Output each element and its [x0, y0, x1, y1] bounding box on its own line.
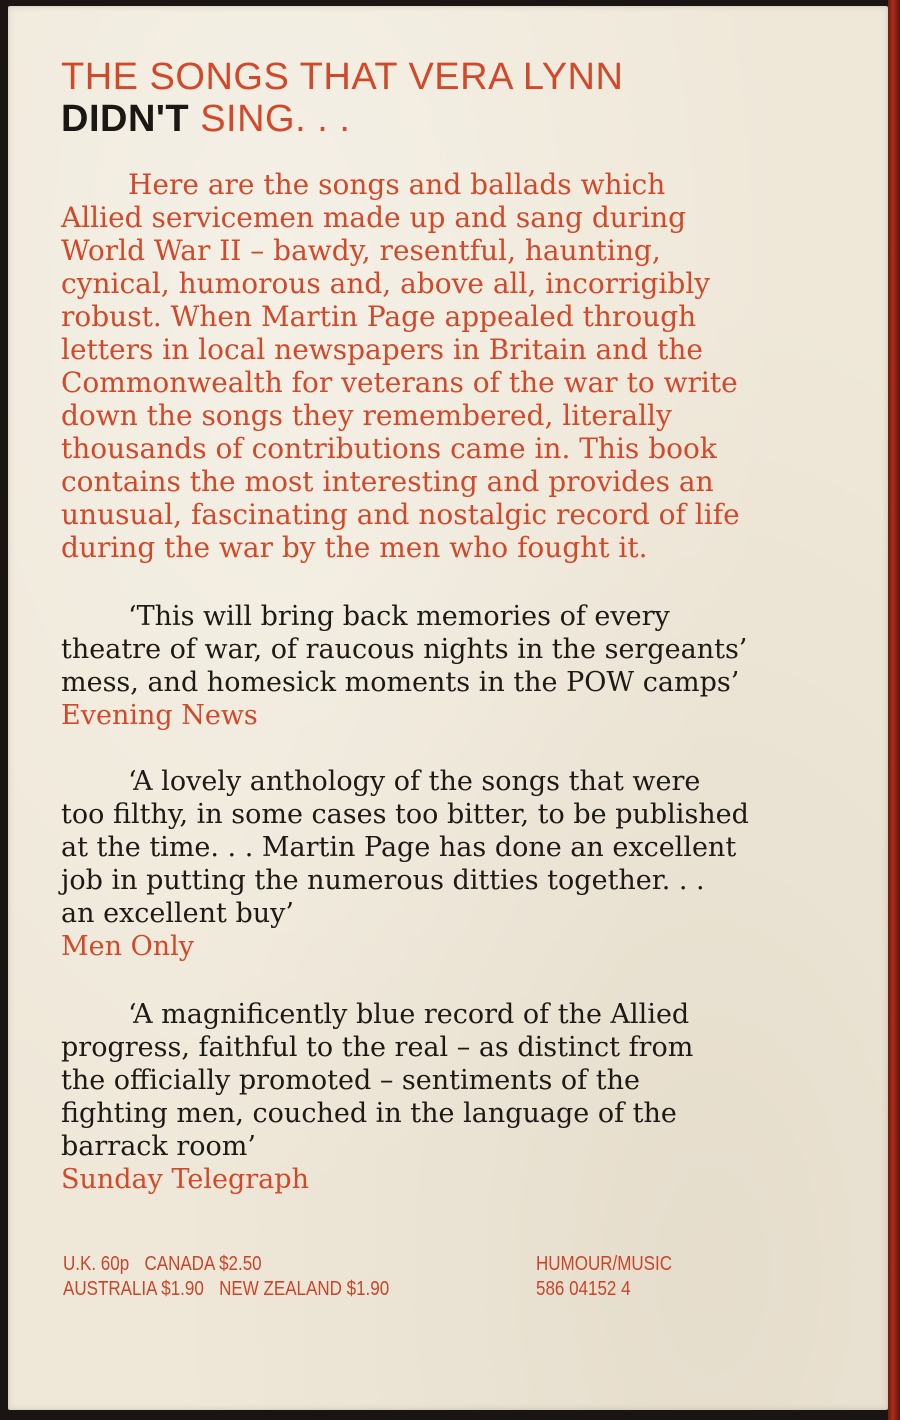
- review-line: theatre of war, of raucous nights in the sergeants’: [61, 634, 748, 665]
- blurb-line: contains the most interesting and provides an: [61, 465, 714, 498]
- heading-rest: SING. . .: [200, 98, 351, 140]
- review-line: ‘A lovely anthology of the songs that were: [128, 766, 701, 797]
- review-line: ‘This will bring back memories of every: [128, 601, 670, 632]
- review-line: mess, and homesick moments in the POW camps’: [61, 667, 740, 698]
- cover-heading: [61, 56, 623, 140]
- review-line: an excellent buy’: [61, 898, 294, 929]
- review-quote-2: [61, 765, 841, 963]
- heading-line-1: THE SONGS THAT VERA LYNN: [61, 56, 624, 98]
- review-source: Evening News: [61, 700, 258, 731]
- price-new-zealand: NEW ZEALAND $1.90: [219, 1278, 390, 1300]
- review-line: job in putting the numerous ditties together. . .: [61, 865, 705, 896]
- blurb-line: Here are the songs and ballads which: [128, 168, 666, 201]
- blurb-line: letters in local newspapers in Britain and the: [61, 333, 703, 366]
- blurb-paragraph: [61, 168, 821, 564]
- blurb-line: during the war by the men who fought it.: [61, 531, 648, 564]
- price-row: [63, 1277, 404, 1302]
- review-line: barrack room’: [61, 1131, 256, 1162]
- review-source: Men Only: [61, 931, 195, 962]
- book-meta: [536, 1252, 672, 1302]
- blurb-line: down the songs they remembered, literally: [61, 399, 672, 432]
- review-line: progress, faithful to the real – as distinct from: [61, 1032, 694, 1063]
- blurb-line: World War II – bawdy, resentful, haunting,: [61, 234, 661, 267]
- review-line: fighting men, couched in the language of the: [61, 1098, 677, 1129]
- blurb-line: unusual, fascinating and nostalgic record of life: [61, 498, 740, 531]
- blurb-line: Allied servicemen made up and sang during: [61, 201, 687, 234]
- isbn-number: 586 04152 4: [536, 1278, 631, 1300]
- review-source: Sunday Telegraph: [61, 1164, 309, 1195]
- price-list: [63, 1252, 404, 1302]
- heading-line-2: [61, 98, 623, 140]
- blurb-line: cynical, humorous and, above all, incorrigibly: [61, 267, 711, 300]
- review-quote-3: [61, 998, 841, 1196]
- price-canada: CANADA $2.50: [144, 1253, 262, 1275]
- review-quote-1: [61, 600, 841, 732]
- heading-bold-word: DIDN'T: [61, 98, 190, 140]
- category-label: HUMOUR/MUSIC: [536, 1253, 672, 1275]
- review-line: the officially promoted – sentiments of the: [61, 1065, 640, 1096]
- blurb-line: Commonwealth for veterans of the war to write: [61, 366, 738, 399]
- spine-edge: [888, 0, 900, 1420]
- blurb-line: robust. When Martin Page appealed through: [61, 300, 697, 333]
- review-line: at the time. . . Martin Page has done an excellent: [61, 832, 737, 863]
- price-row: [63, 1252, 404, 1277]
- review-line: too filthy, in some cases too bitter, to be published: [61, 799, 749, 830]
- price-uk: U.K. 60p: [63, 1253, 130, 1275]
- review-line: ‘A magnificently blue record of the Allied: [128, 999, 690, 1030]
- blurb-line: thousands of contributions came in. This book: [61, 432, 717, 465]
- price-australia: AUSTRALIA $1.90: [63, 1278, 204, 1300]
